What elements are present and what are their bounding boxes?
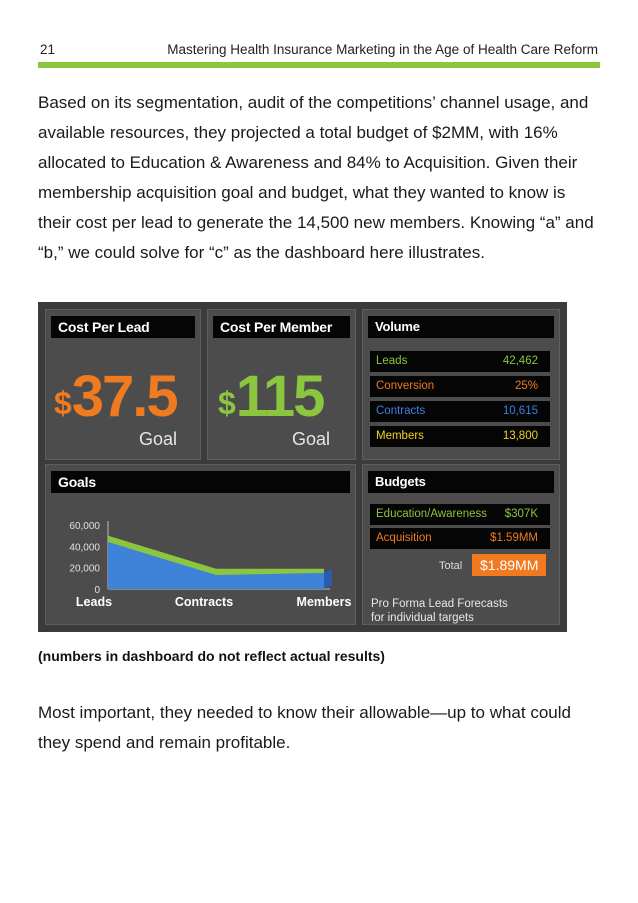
y-tick-label: 0 <box>94 585 100 596</box>
goals-chart <box>46 465 357 626</box>
x-category-label: Leads <box>75 595 113 609</box>
budget-value: $1.59MM <box>490 532 538 544</box>
volume-label: Leads <box>376 355 408 367</box>
header-rule <box>38 62 600 68</box>
volume-value: 42,462 <box>502 355 538 367</box>
forecast-note <box>371 597 508 625</box>
y-tick-label: 20,000 <box>69 563 100 575</box>
volume-label: Conversion <box>376 380 435 392</box>
cost-per-member-goal: Goal <box>292 429 331 449</box>
goals-title: Goals <box>51 471 350 493</box>
figure-caption: (numbers in dashboard do not reflect actual results) <box>38 648 385 664</box>
dashboard-figure <box>38 302 567 632</box>
dollar-sign: $ <box>54 385 72 421</box>
budgets-panel <box>362 464 560 625</box>
volume-row-members <box>370 426 550 447</box>
cost-per-lead-panel <box>45 309 201 460</box>
budget-value: $307K <box>504 508 538 520</box>
running-header <box>38 40 598 60</box>
y-tick-label: 40,000 <box>69 542 100 554</box>
volume-title: Volume <box>368 316 554 338</box>
cost-per-member-title: Cost Per Member <box>213 316 350 338</box>
running-title: Mastering Health Insurance Marketing in the Age of Health Care Reform <box>167 42 598 57</box>
forecast-note-line-2: for individual targets <box>371 612 474 624</box>
budgets-title: Budgets <box>368 471 554 493</box>
cost-per-member-panel <box>207 309 356 460</box>
volume-label: Contracts <box>376 405 426 417</box>
paragraph-1: Based on its segmentation, audit of the competitions’ channel usage, and available resources, they projected a total budget of $2MM, with 16% allocated to Education & Awareness and 84% to Acquisition. Given their membership acquisition goal and budget, what they wanted to know is their cost per lead to generate the 14,500 new members. Knowing “a” and “b,” we could solve for “c” as the dashboard here illustrates. <box>38 93 594 262</box>
budget-label: Education/Awareness <box>376 508 488 520</box>
volume-row-leads <box>370 351 550 372</box>
y-tick-label: 60,000 <box>69 521 100 532</box>
forecast-note-line-1: Pro Forma Lead Forecasts <box>371 598 508 610</box>
goals-panel <box>45 464 356 625</box>
volume-value: 13,800 <box>502 430 538 442</box>
budget-row-education <box>370 504 550 525</box>
volume-value: 25% <box>514 380 538 392</box>
x-category-label: Contracts <box>174 595 234 609</box>
budget-total-value: $1.89MM <box>472 554 546 576</box>
cost-per-lead-title: Cost Per Lead <box>51 316 195 338</box>
cost-per-lead-goal: Goal <box>139 429 178 449</box>
volume-panel <box>362 309 560 460</box>
budget-label: Acquisition <box>376 532 432 544</box>
cost-per-lead-value <box>54 364 177 429</box>
volume-label: Members <box>376 430 424 442</box>
page-number: 21 <box>40 42 56 57</box>
paragraph-2: Most important, they needed to know their allowable—up to what could they spend and remain profitable. <box>38 703 571 752</box>
volume-row-conversion <box>370 376 550 397</box>
series-side-face <box>324 569 332 589</box>
volume-row-contracts <box>370 401 550 422</box>
budget-row-acquisition <box>370 528 550 549</box>
cost-per-member-number: 115 <box>235 364 324 429</box>
cost-per-member-value <box>218 364 324 429</box>
x-category-label: Members <box>296 595 352 609</box>
budget-total-label: Total <box>439 560 463 572</box>
cost-per-lead-number: 37.5 <box>71 364 177 429</box>
dollar-sign: $ <box>218 385 236 421</box>
volume-value: 10,615 <box>502 405 538 417</box>
